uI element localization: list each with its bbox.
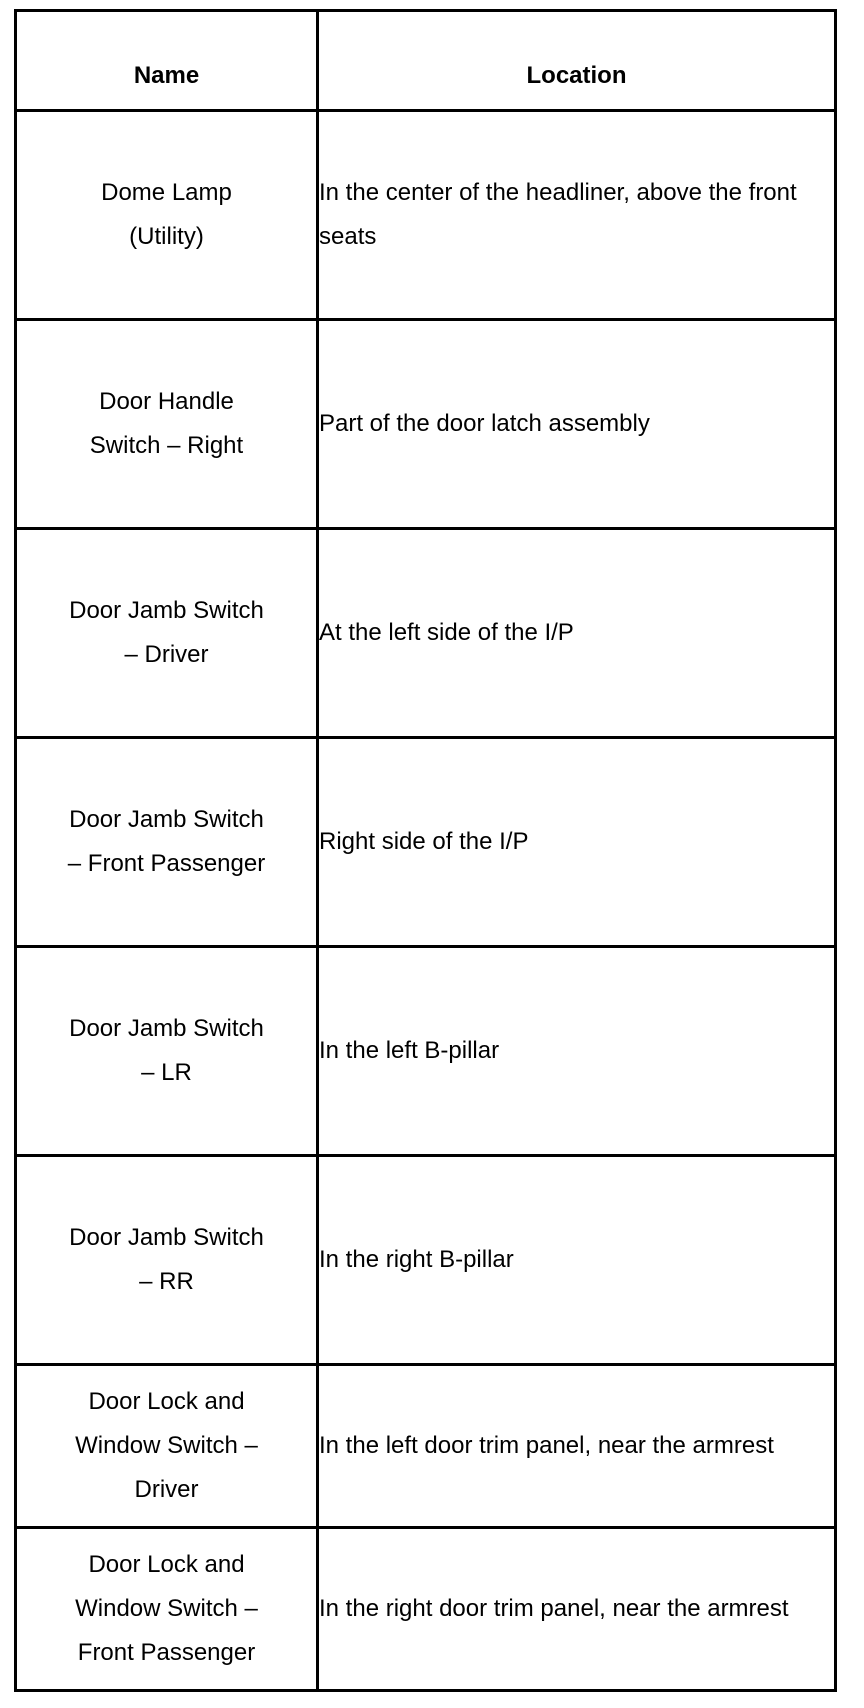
name-line: Window Switch – xyxy=(75,1432,258,1459)
name-line: Door Lock and xyxy=(88,1388,245,1415)
table-row xyxy=(16,1156,836,1365)
table-row xyxy=(16,111,836,320)
name-line: – LR xyxy=(141,1059,192,1086)
name-cell xyxy=(16,1365,318,1528)
name-cell xyxy=(16,111,318,320)
name-cell xyxy=(16,320,318,529)
table-row xyxy=(16,738,836,947)
component-location-table xyxy=(14,9,837,1692)
name-line: Door Jamb Switch xyxy=(69,806,264,833)
name-line: Door Jamb Switch xyxy=(69,1015,264,1042)
name-cell xyxy=(16,1156,318,1365)
name-cell xyxy=(16,1528,318,1691)
name-cell xyxy=(16,947,318,1156)
name-line: (Utility) xyxy=(129,223,204,250)
table-row xyxy=(16,320,836,529)
table-row xyxy=(16,1528,836,1691)
location-cell: At the left side of the I/P xyxy=(318,529,836,738)
name-line: Door Jamb Switch xyxy=(69,597,264,624)
name-cell xyxy=(16,738,318,947)
location-cell: Right side of the I/P xyxy=(318,738,836,947)
name-line: Door Jamb Switch xyxy=(69,1224,264,1251)
name-line: – RR xyxy=(139,1268,194,1295)
name-line: – Front Passenger xyxy=(67,850,266,877)
name-line: Front Passenger xyxy=(77,1639,256,1666)
name-line: Door Lock and xyxy=(88,1551,245,1578)
name-cell xyxy=(16,529,318,738)
header-name: Name xyxy=(16,11,318,111)
location-cell: In the right B-pillar xyxy=(318,1156,836,1365)
location-cell: In the center of the headliner, above the front seats xyxy=(318,111,836,320)
header-location: Location xyxy=(318,11,836,111)
location-cell: Part of the door latch assembly xyxy=(318,320,836,529)
name-line: Dome Lamp xyxy=(101,179,232,206)
name-line: Driver xyxy=(134,1476,199,1503)
location-cell: In the left door trim panel, near the armrest xyxy=(318,1365,836,1528)
location-cell: In the right door trim panel, near the armrest xyxy=(318,1528,836,1691)
name-line: – Driver xyxy=(124,641,209,668)
table-row xyxy=(16,529,836,738)
table-row xyxy=(16,947,836,1156)
name-line: Door Handle xyxy=(99,388,234,415)
name-line: Window Switch – xyxy=(75,1595,258,1622)
location-cell: In the left B-pillar xyxy=(318,947,836,1156)
name-line: Switch – Right xyxy=(89,432,244,459)
table-row xyxy=(16,1365,836,1528)
table-header-row xyxy=(16,11,836,111)
